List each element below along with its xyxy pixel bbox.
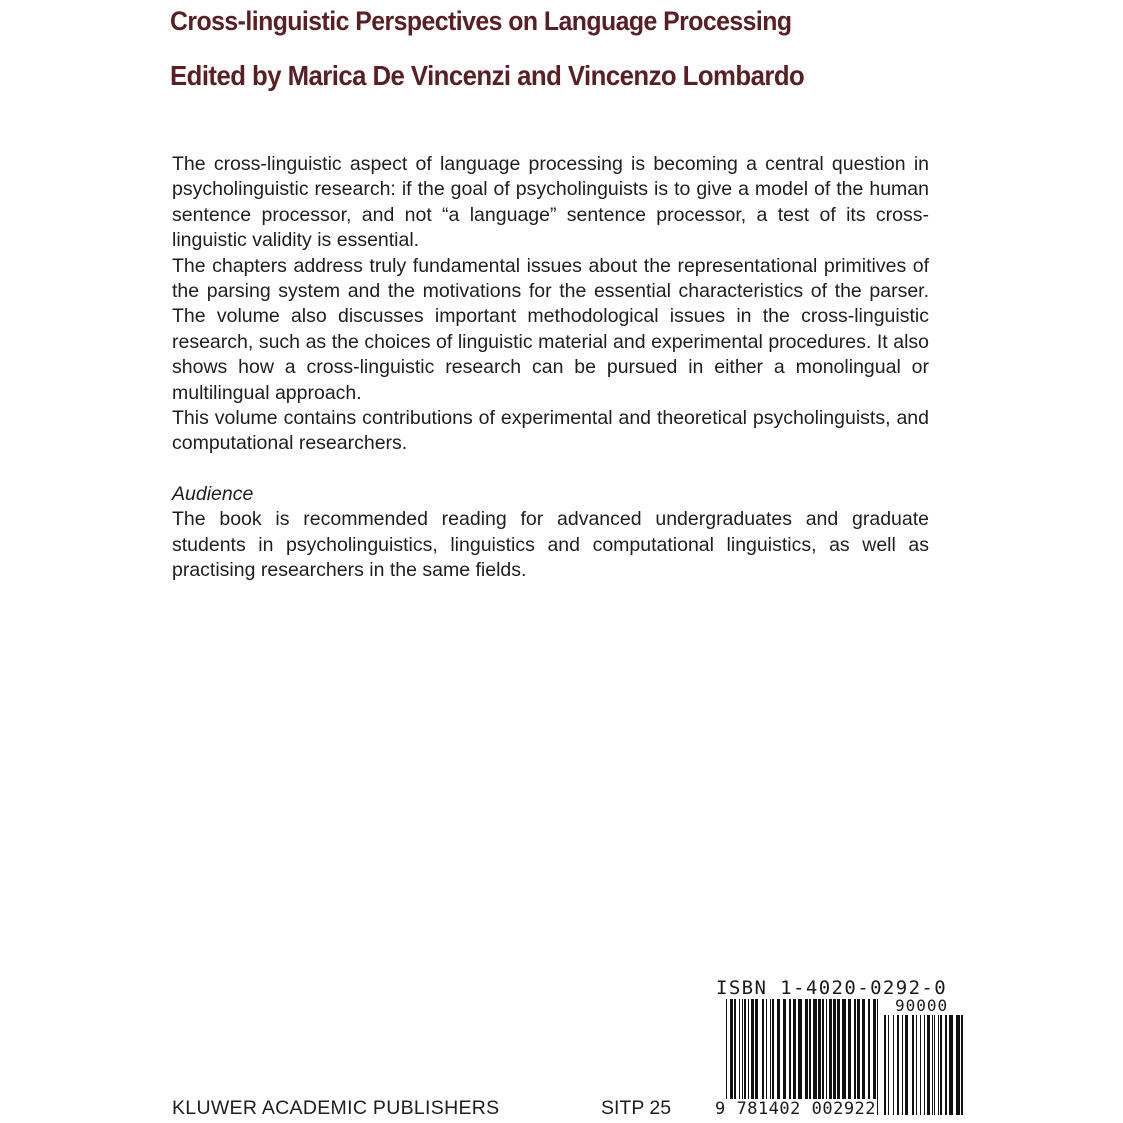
description-paragraph: This volume contains contributions of experimental and theoretical psycholinguists, and computational researchers. — [172, 407, 929, 455]
book-title: Cross-linguistic Perspectives on Language Processing — [170, 6, 792, 36]
isbn-label: ISBN 1-4020-0292-0 — [716, 977, 948, 999]
description-paragraph: The chapters address truly fundamental issues about the representational primitives of the parsing system and the motivations for the essential characteristics of the parser. The volume also discusses important methodological issues in the cross-linguistic research, such as the choices of linguistic material and experimental procedures. It also shows how a cross-linguistic research can be pursued in either a monolingual or multilingual approach. — [172, 254, 929, 404]
editors-line: Edited by Marica De Vincenzi and Vincenzo Lombardo — [170, 60, 805, 91]
barcode-ean-digits: 9 781402 002922 — [715, 1099, 877, 1119]
barcode-icon — [726, 999, 878, 1115]
series-label: SITP 25 — [601, 1097, 672, 1119]
description-paragraph: The cross-linguistic aspect of language processing is becoming a central question in psycholinguistic research: if the goal of psycholinguists is to give a model of the human sentence processor, and not “a language” sentence processor, a test of its cross-linguistic validity is essential. — [172, 153, 929, 252]
audience-text: The book is recommended reading for advanced undergraduates and graduate students in psycholinguistics, linguistics and computational linguistics, as well as practising researchers in the same fields. — [172, 508, 929, 582]
barcode-addon-digits: 90000 — [895, 996, 949, 1015]
audience-heading: Audience — [172, 482, 254, 505]
barcode-addon-icon — [884, 1015, 964, 1115]
publisher-name: KLUWER ACADEMIC PUBLISHERS — [172, 1097, 500, 1119]
description-block — [172, 152, 929, 584]
